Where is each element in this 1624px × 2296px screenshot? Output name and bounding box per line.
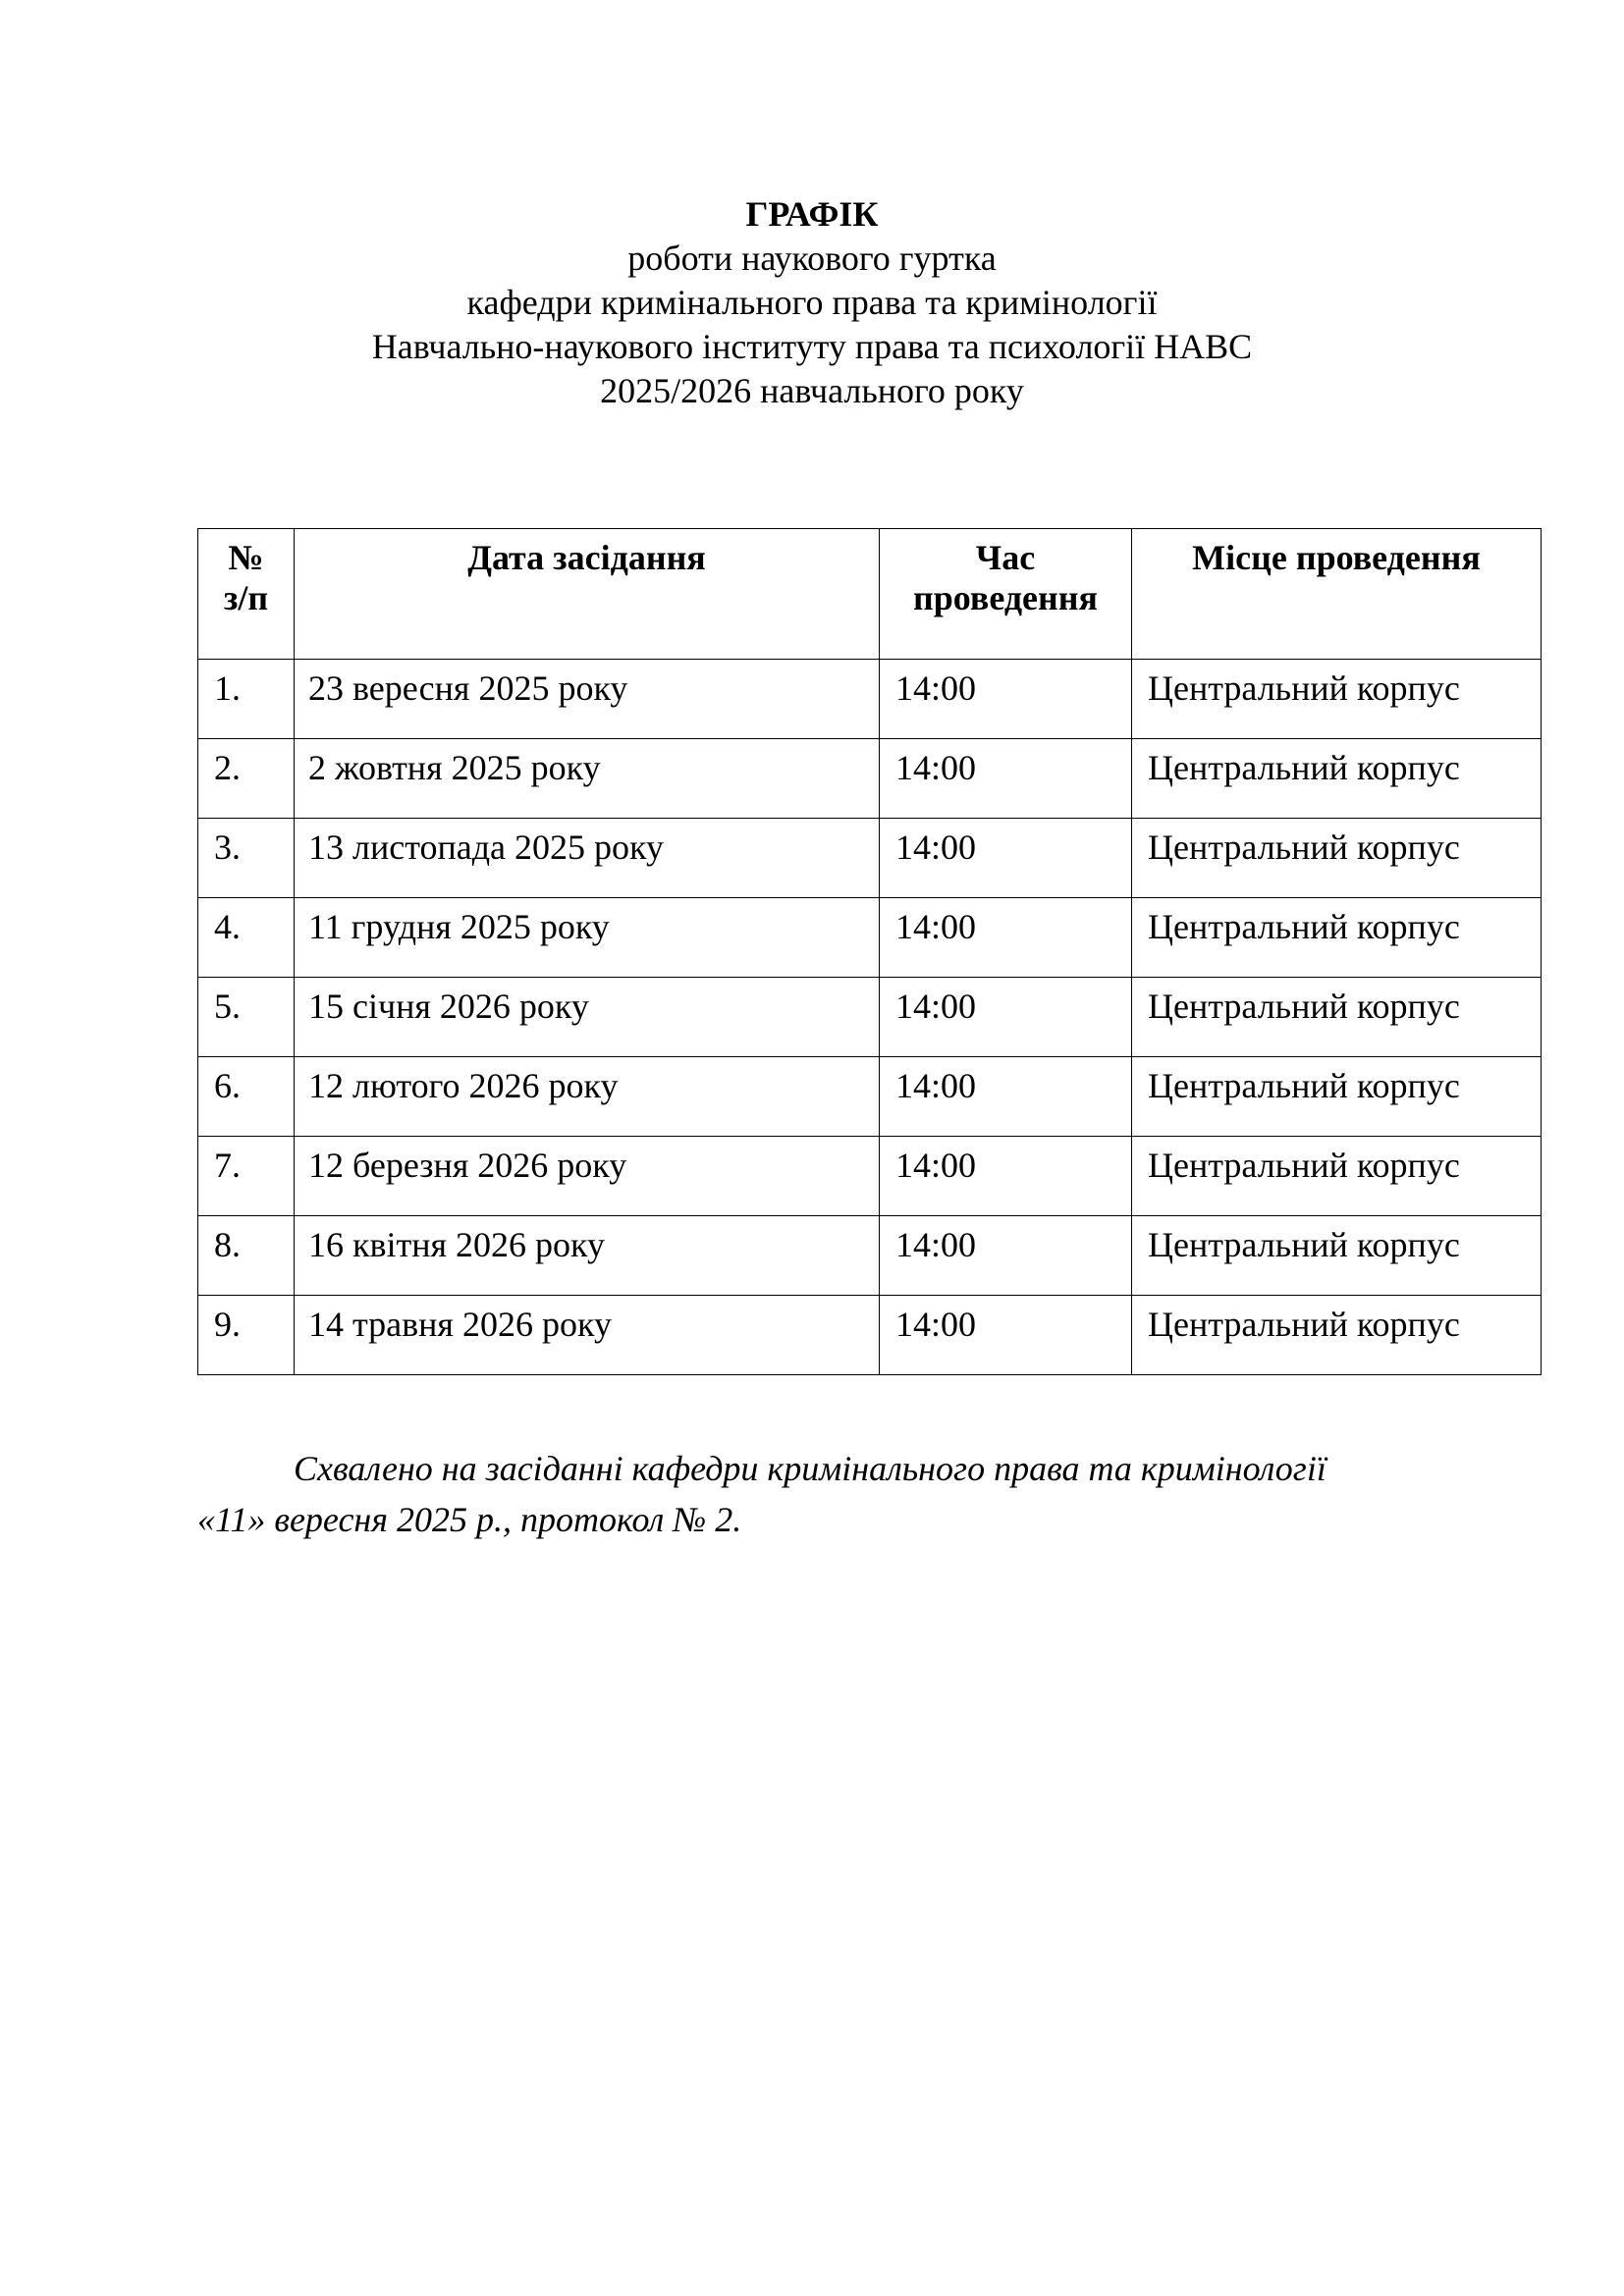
table-header-row (198, 529, 1542, 660)
heading-line-2: кафедри кримінального права та кримінології (466, 283, 1158, 322)
cell-number: 3. (198, 819, 295, 898)
cell-number: 8. (198, 1216, 295, 1296)
cell-date: 2 жовтня 2025 року (295, 739, 880, 819)
cell-number: 5. (198, 978, 295, 1057)
approval-line-2: «11» вересня 2025 р., протокол № 2. (197, 1500, 742, 1539)
table-row (198, 1296, 1542, 1375)
cell-date: 13 листопада 2025 року (295, 819, 880, 898)
table-row (198, 1057, 1542, 1137)
cell-place: Центральний корпус (1132, 1057, 1542, 1137)
cell-place: Центральний корпус (1132, 898, 1542, 978)
cell-time: 14:00 (880, 660, 1132, 739)
cell-time: 14:00 (880, 978, 1132, 1057)
cell-time: 14:00 (880, 1057, 1132, 1137)
cell-place: Центральний корпус (1132, 1137, 1542, 1216)
cell-time: 14:00 (880, 739, 1132, 819)
table-row (198, 978, 1542, 1057)
cell-number: 1. (198, 660, 295, 739)
cell-date: 12 лютого 2026 року (295, 1057, 880, 1137)
cell-place: Центральний корпус (1132, 978, 1542, 1057)
document-heading (0, 192, 1624, 413)
cell-place: Центральний корпус (1132, 1296, 1542, 1375)
cell-number: 2. (198, 739, 295, 819)
cell-time: 14:00 (880, 1296, 1132, 1375)
cell-place: Центральний корпус (1132, 739, 1542, 819)
approval-note (197, 1443, 1541, 1545)
approval-line-1: Схвалено на засіданні кафедри кримінального права та кримінології (294, 1449, 1326, 1488)
cell-place: Центральний корпус (1132, 1216, 1542, 1296)
cell-time: 14:00 (880, 898, 1132, 978)
cell-number: 7. (198, 1137, 295, 1216)
header-number: № з/п (198, 529, 295, 660)
header-place: Місце проведення (1132, 529, 1542, 660)
cell-number: 6. (198, 1057, 295, 1137)
header-date: Дата засідання (295, 529, 880, 660)
cell-time: 14:00 (880, 1137, 1132, 1216)
heading-line-3: Навчально-наукового інституту права та психології НАВС (371, 327, 1253, 366)
table-row (198, 1137, 1542, 1216)
table-row (198, 660, 1542, 739)
table-row (198, 819, 1542, 898)
document-title: ГРАФІК (745, 194, 879, 234)
cell-place: Центральний корпус (1132, 819, 1542, 898)
header-time: Час проведення (880, 529, 1132, 660)
cell-date: 12 березня 2026 року (295, 1137, 880, 1216)
table-row (198, 898, 1542, 978)
cell-number: 4. (198, 898, 295, 978)
heading-line-1: роботи наукового гуртка (627, 239, 997, 278)
cell-number: 9. (198, 1296, 295, 1375)
cell-time: 14:00 (880, 1216, 1132, 1296)
cell-date: 23 вересня 2025 року (295, 660, 880, 739)
table-row (198, 1216, 1542, 1296)
cell-date: 15 січня 2026 року (295, 978, 880, 1057)
table-row (198, 739, 1542, 819)
cell-place: Центральний корпус (1132, 660, 1542, 739)
schedule-table (197, 528, 1542, 1375)
cell-date: 14 травня 2026 року (295, 1296, 880, 1375)
cell-date: 11 грудня 2025 року (295, 898, 880, 978)
heading-line-4: 2025/2026 навчального року (600, 371, 1024, 410)
cell-time: 14:00 (880, 819, 1132, 898)
cell-date: 16 квітня 2026 року (295, 1216, 880, 1296)
